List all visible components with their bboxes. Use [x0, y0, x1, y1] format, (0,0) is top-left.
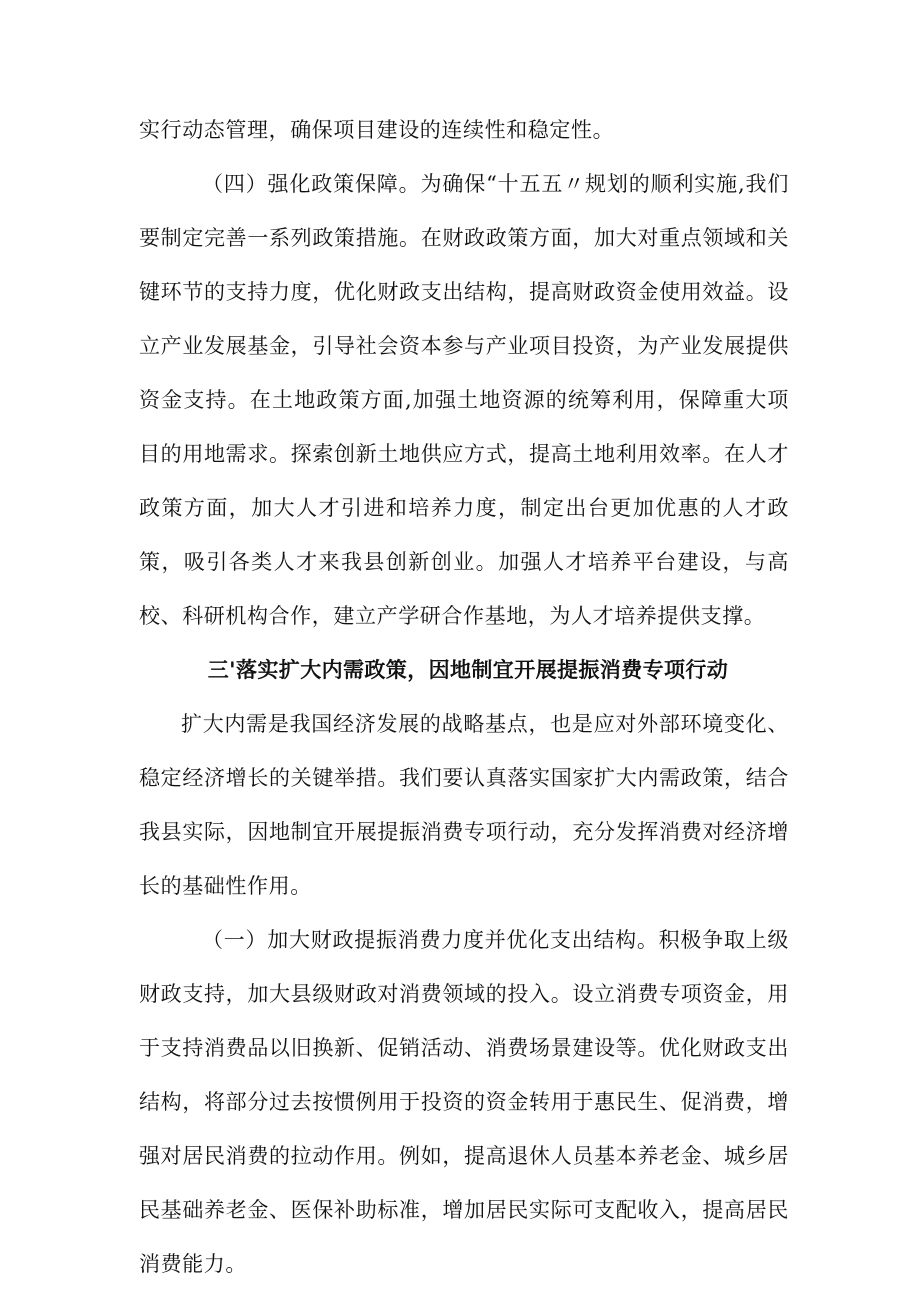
document-body [139, 103, 789, 1291]
paragraph-domestic-demand: 扩大内需是我国经济发展的战略基点，也是应对外部环境变化、稳定经济增长的关键举措。我们要认真落实国家扩大内需政策，结合我县实际，因地制宜开展提振消费专项行动，充分发挥消费对经济增长的基础性作用。 [139, 712, 789, 898]
paragraph-policy-guarantee: （四）强化政策保障。为确保“十五五〃规划的顺利实施,我们要制定完善一系列政策措施。在财政政策方面，加大对重点领域和关键环节的支持力度，优化财政支出结构，提高财政资金使用效益。设立产业发展基金，引导社会资本参与产业项目投资，为产业发展提供资金支持。在土地政策方面,加强土地资源的统筹利用，保障重大项目的用地需求。探索创新土地供应方式，提高土地利用效率。在人才政策方面，加大人才引进和培养力度，制定出台更加优惠的人才政策，吸引各类人才来我县创新创业。加强人才培养平台建设，与高校、科研机构合作，建立产学研合作基地，为人才培养提供支撑。 [139, 172, 789, 628]
paragraph-fiscal-consumption: （一）加大财政提振消费力度并优化支出结构。积极争取上级财政支持，加大县级财政对消费领域的投入。设立消费专项资金，用于支持消费品以旧换新、促销活动、消费场景建设等。优化财政支出结构，将部分过去按惯例用于投资的资金转用于惠民生、促消费，增强对居民消费的拉动作用。例如，提高退休人员基本养老金、城乡居民基础养老金、医保补助标准，增加居民实际可支配收入，提高居民消费能力。 [139, 928, 789, 1276]
section-heading: 三'落实扩大内需政策，因地制宜开展提振消费专项行动 [207, 658, 729, 682]
paragraph-continuation: 实行动态管理，确保项目建设的连续性和稳定性。 [139, 118, 615, 142]
